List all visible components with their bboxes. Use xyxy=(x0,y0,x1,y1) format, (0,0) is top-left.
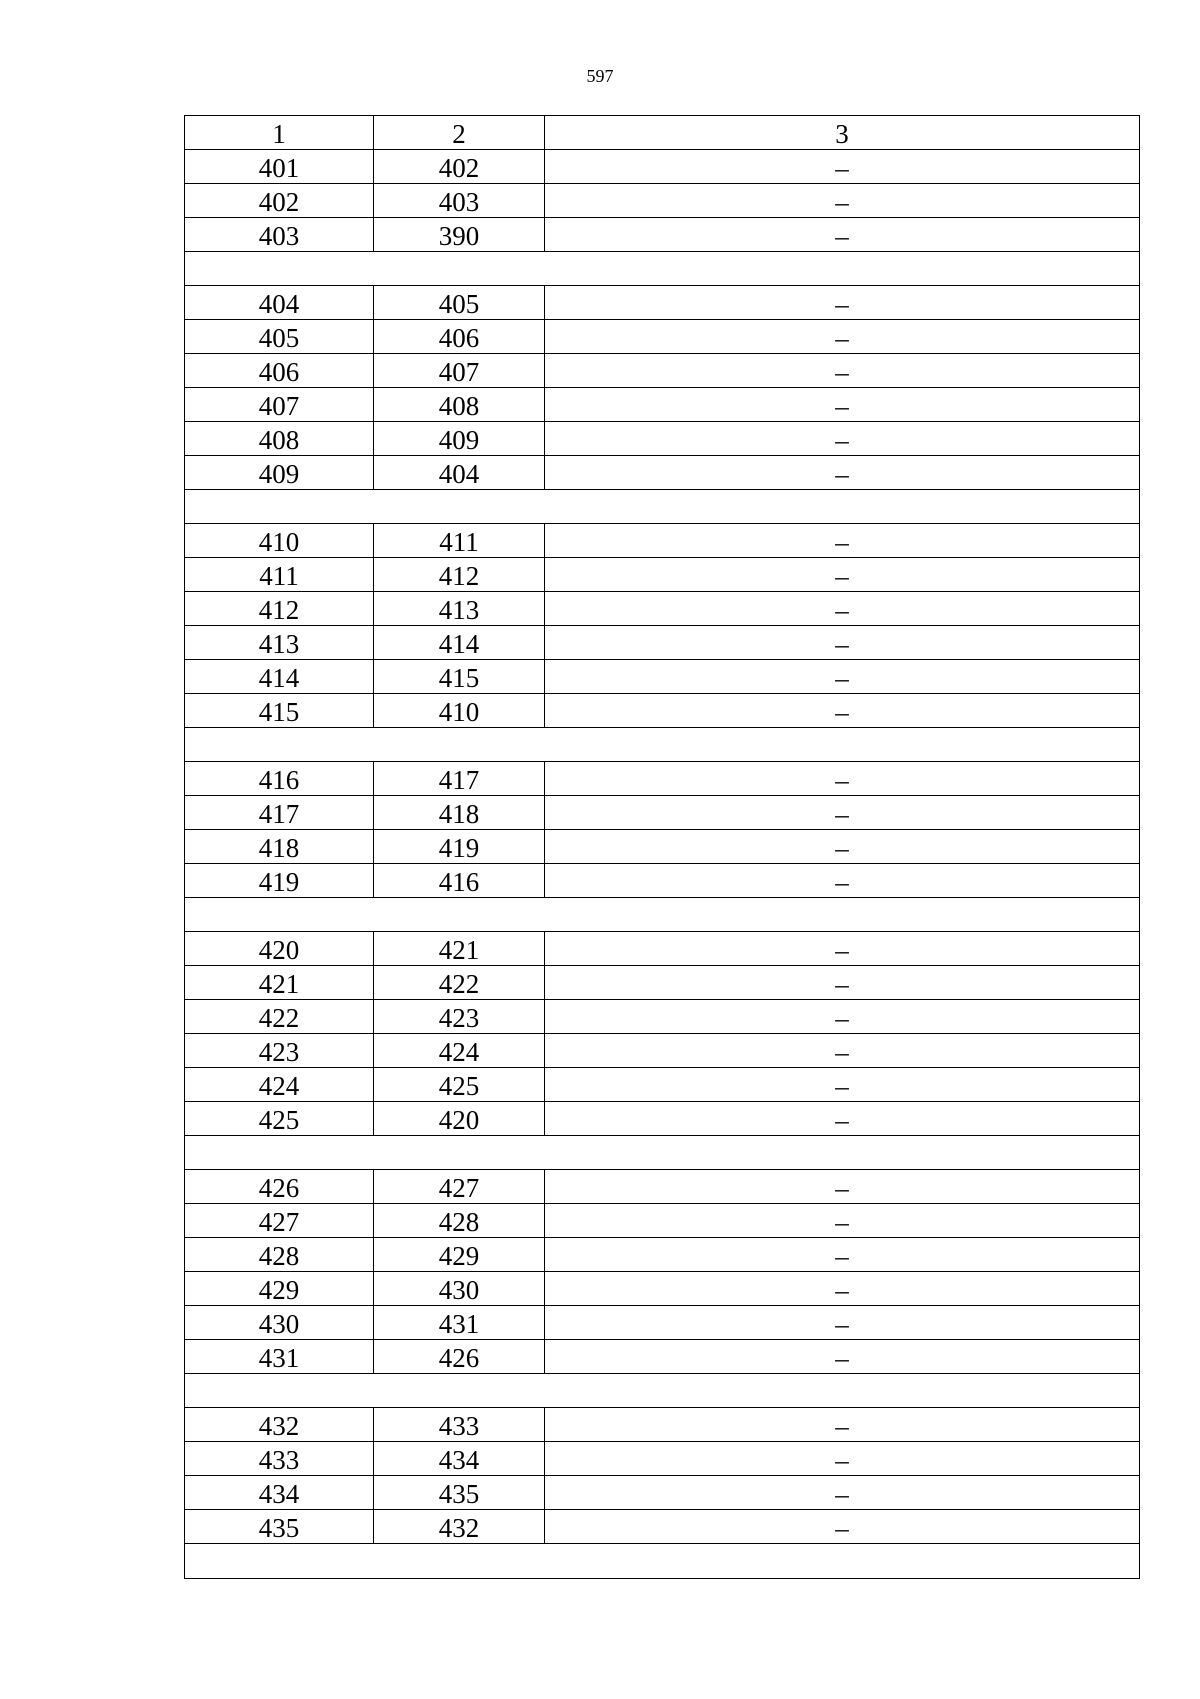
table-row xyxy=(185,218,1139,252)
table-cell-col-2: 405 xyxy=(374,286,545,319)
table-cell-col-1: 434 xyxy=(185,1476,374,1509)
table-cell-col-3: – xyxy=(835,628,849,659)
table-cell-col-2: 425 xyxy=(374,1068,545,1101)
table-row xyxy=(185,1272,1139,1306)
table-row xyxy=(185,1238,1139,1272)
table-cell-col-1: 423 xyxy=(185,1034,374,1067)
table-cell-col-3: – xyxy=(835,1104,849,1135)
table-cell-col-3: – xyxy=(835,1036,849,1067)
table-cell-col-2: 428 xyxy=(374,1204,545,1237)
table-cell-col-3: – xyxy=(835,1478,849,1509)
table-row xyxy=(185,626,1139,660)
table-cell-col-2: 390 xyxy=(374,218,545,251)
table-cell-col-2: 411 xyxy=(374,524,545,557)
table-cell-col-2: 426 xyxy=(374,1340,545,1373)
table-cell-col-3: – xyxy=(835,1274,849,1305)
table-cell-col-2: 421 xyxy=(374,932,545,965)
table-row xyxy=(185,456,1139,490)
table-cell-col-2: 412 xyxy=(374,558,545,591)
table-row xyxy=(185,558,1139,592)
separator-cell xyxy=(185,728,1139,761)
table-separator-row xyxy=(185,728,1139,762)
table-cell-col-2: 434 xyxy=(374,1442,545,1475)
table-cell-col-3: – xyxy=(835,832,849,863)
table-cell-col-3: – xyxy=(835,968,849,999)
table-cell-col-2: 408 xyxy=(374,388,545,421)
separator-cell xyxy=(185,1136,1139,1169)
table-cell-col-2: 420 xyxy=(374,1102,545,1135)
table-cell-col-3: – xyxy=(835,1070,849,1101)
table-separator-row xyxy=(185,1374,1139,1408)
table-row xyxy=(185,1034,1139,1068)
table-cell-col-1: 415 xyxy=(185,694,374,727)
table-cell-col-1: 430 xyxy=(185,1306,374,1339)
table-cell-col-1: 427 xyxy=(185,1204,374,1237)
table-row xyxy=(185,966,1139,1000)
table-row xyxy=(185,184,1139,218)
table-cell-col-2: 403 xyxy=(374,184,545,217)
separator-cell xyxy=(185,898,1139,931)
separator-cell xyxy=(185,490,1139,523)
table-row xyxy=(185,762,1139,796)
table-cell-col-2: 423 xyxy=(374,1000,545,1033)
table-cell-col-1: 414 xyxy=(185,660,374,693)
table-row xyxy=(185,1068,1139,1102)
table-cell-col-2: 402 xyxy=(374,150,545,183)
table-row xyxy=(185,286,1139,320)
table-cell-col-1: 411 xyxy=(185,558,374,591)
table-cell-col-3: – xyxy=(835,1512,849,1543)
table-cell-col-3: – xyxy=(835,526,849,557)
table-cell-col-3: – xyxy=(835,1444,849,1475)
table-cell-col-1: 412 xyxy=(185,592,374,625)
table-cell-col-1: 416 xyxy=(185,762,374,795)
table-cell-col-3: – xyxy=(835,1206,849,1237)
table-cell-col-2: 433 xyxy=(374,1408,545,1441)
table-separator-row xyxy=(185,252,1139,286)
table-separator-row xyxy=(185,490,1139,524)
table-row xyxy=(185,1102,1139,1136)
table-cell-col-3: – xyxy=(835,560,849,591)
table-cell-col-1: 409 xyxy=(185,456,374,489)
table-cell-col-2: 410 xyxy=(374,694,545,727)
table-cell-col-2: 413 xyxy=(374,592,545,625)
table-cell-col-1: 424 xyxy=(185,1068,374,1101)
table-cell-col-2: 431 xyxy=(374,1306,545,1339)
table-row xyxy=(185,864,1139,898)
table-row xyxy=(185,422,1139,456)
table-cell-col-1: 422 xyxy=(185,1000,374,1033)
table-cell-col-1: 433 xyxy=(185,1442,374,1475)
header-cell-col-2: 2 xyxy=(374,116,545,149)
table-row xyxy=(185,1408,1139,1442)
table-cell-col-3: – xyxy=(835,220,849,251)
table-row xyxy=(185,150,1139,184)
table-row xyxy=(185,830,1139,864)
table-cell-col-3: – xyxy=(835,764,849,795)
table-cell-col-2: 415 xyxy=(374,660,545,693)
table-row xyxy=(185,1000,1139,1034)
table-cell-col-3: – xyxy=(835,1308,849,1339)
table-row xyxy=(185,694,1139,728)
table-cell-col-1: 401 xyxy=(185,150,374,183)
table-cell-col-3: – xyxy=(835,594,849,625)
table-cell-col-3: – xyxy=(835,662,849,693)
table-cell-col-2: 419 xyxy=(374,830,545,863)
table-cell-col-2: 432 xyxy=(374,1510,545,1543)
table-separator-row xyxy=(185,1544,1139,1578)
table-cell-col-3: – xyxy=(835,186,849,217)
table-cell-col-3: – xyxy=(835,390,849,421)
separator-cell xyxy=(185,1374,1139,1407)
table-cell-col-3: – xyxy=(835,1002,849,1033)
table-row xyxy=(185,1340,1139,1374)
table-row xyxy=(185,388,1139,422)
table-cell-col-3: – xyxy=(835,696,849,727)
table-cell-col-2: 406 xyxy=(374,320,545,353)
table-cell-col-1: 425 xyxy=(185,1102,374,1135)
table-row xyxy=(185,320,1139,354)
table-cell-col-2: 418 xyxy=(374,796,545,829)
table-header-row xyxy=(185,116,1139,150)
table-cell-col-1: 421 xyxy=(185,966,374,999)
table-cell-col-2: 404 xyxy=(374,456,545,489)
table-cell-col-2: 416 xyxy=(374,864,545,897)
table-cell-col-1: 426 xyxy=(185,1170,374,1203)
table-cell-col-3: – xyxy=(835,1410,849,1441)
table-cell-col-3: – xyxy=(835,458,849,489)
table-separator-row xyxy=(185,898,1139,932)
table-cell-col-2: 422 xyxy=(374,966,545,999)
table-row xyxy=(185,1306,1139,1340)
separator-cell xyxy=(185,252,1139,285)
header-cell-col-3: 3 xyxy=(835,118,849,149)
table-cell-col-2: 435 xyxy=(374,1476,545,1509)
data-table xyxy=(184,115,1140,1579)
table-cell-col-1: 435 xyxy=(185,1510,374,1543)
table-row xyxy=(185,524,1139,558)
table-cell-col-2: 430 xyxy=(374,1272,545,1305)
table-cell-col-2: 429 xyxy=(374,1238,545,1271)
table-row xyxy=(185,932,1139,966)
table-cell-col-3: – xyxy=(835,866,849,897)
table-cell-col-3: – xyxy=(835,1172,849,1203)
table-separator-row xyxy=(185,1136,1139,1170)
table-row xyxy=(185,1510,1139,1544)
table-cell-col-2: 407 xyxy=(374,354,545,387)
table-cell-col-1: 406 xyxy=(185,354,374,387)
table-cell-col-3: – xyxy=(835,288,849,319)
table-cell-col-1: 405 xyxy=(185,320,374,353)
table-cell-col-1: 432 xyxy=(185,1408,374,1441)
header-cell-col-1: 1 xyxy=(185,116,374,149)
table-cell-col-1: 407 xyxy=(185,388,374,421)
table-cell-col-3: – xyxy=(835,798,849,829)
table-row xyxy=(185,660,1139,694)
table-cell-col-1: 404 xyxy=(185,286,374,319)
table-cell-col-3: – xyxy=(835,424,849,455)
table-cell-col-1: 429 xyxy=(185,1272,374,1305)
table-cell-col-3: – xyxy=(835,356,849,387)
table-row xyxy=(185,1442,1139,1476)
table-cell-col-1: 431 xyxy=(185,1340,374,1373)
table-cell-col-1: 419 xyxy=(185,864,374,897)
table-cell-col-3: – xyxy=(835,934,849,965)
page-number: 597 xyxy=(586,66,614,86)
table-cell-col-2: 409 xyxy=(374,422,545,455)
table-cell-col-2: 427 xyxy=(374,1170,545,1203)
table-row xyxy=(185,796,1139,830)
table-cell-col-2: 417 xyxy=(374,762,545,795)
table-cell-col-3: – xyxy=(835,152,849,183)
table-cell-col-1: 402 xyxy=(185,184,374,217)
separator-cell xyxy=(185,1544,1139,1578)
table-cell-col-1: 403 xyxy=(185,218,374,251)
table-row xyxy=(185,1476,1139,1510)
table-cell-col-3: – xyxy=(835,1240,849,1271)
table-cell-col-1: 413 xyxy=(185,626,374,659)
table-cell-col-3: – xyxy=(835,1342,849,1373)
table-cell-col-1: 420 xyxy=(185,932,374,965)
table-cell-col-1: 418 xyxy=(185,830,374,863)
table-cell-col-1: 410 xyxy=(185,524,374,557)
table-cell-col-1: 408 xyxy=(185,422,374,455)
table-row xyxy=(185,592,1139,626)
table-row xyxy=(185,354,1139,388)
table-row xyxy=(185,1204,1139,1238)
table-cell-col-1: 428 xyxy=(185,1238,374,1271)
table-cell-col-3: – xyxy=(835,322,849,353)
table-cell-col-2: 424 xyxy=(374,1034,545,1067)
table-row xyxy=(185,1170,1139,1204)
table-cell-col-1: 417 xyxy=(185,796,374,829)
table-cell-col-2: 414 xyxy=(374,626,545,659)
